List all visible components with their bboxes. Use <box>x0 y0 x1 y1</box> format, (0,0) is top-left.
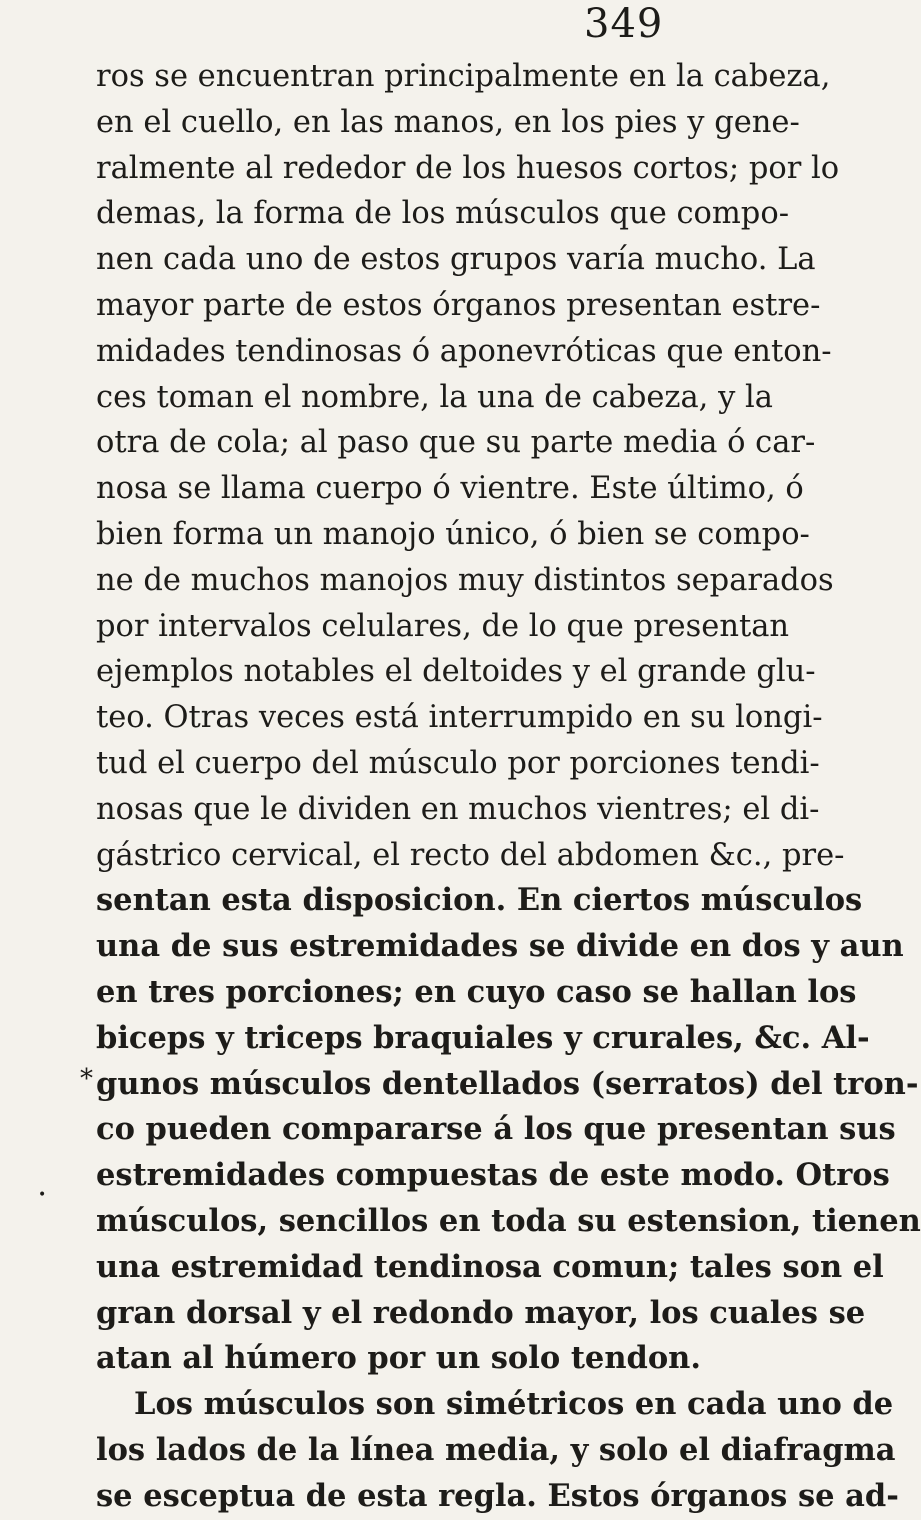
text-line: se esceptua de esta regla. Estos órganos se ad- <box>96 1477 899 1514</box>
margin-dot: • <box>38 1187 47 1203</box>
text-line: ne de muchos manojos muy distintos separados <box>96 562 834 598</box>
text-line: atan al húmero por un solo tendon. <box>96 1340 701 1377</box>
text-line: ralmente al rededor de los huesos cortos; por lo <box>96 150 840 186</box>
text-line: gran dorsal y el redondo mayor, los cuales se <box>96 1294 866 1331</box>
text-line: ros se encuentran principalmente en la cabeza, <box>96 59 831 94</box>
text-line: en el cuello, en las manos, en los pies y gene- <box>96 104 800 140</box>
text-line: mayor parte de estos órganos presentan estre- <box>96 287 821 323</box>
text-line: ces toman el nombre, la una de cabeza, y la <box>96 379 773 415</box>
text-line: nen cada uno de estos grupos varía mucho. La <box>96 242 816 278</box>
text-line: gástrico cervical, el recto del abdomen &c., pre- <box>96 837 845 873</box>
text-line: nosas que le dividen en muchos vientres; el di- <box>96 791 820 827</box>
text-line: en tres porciones; en cuyo caso se hallan los <box>96 973 857 1010</box>
text-line: midades tendinosas ó aponevróticas que enton- <box>96 333 832 369</box>
text-line: nosa se llama cuerpo ó vientre. Este último, ó <box>96 471 804 507</box>
page-number: 349 <box>584 1 664 47</box>
text-line: otra de cola; al paso que su parte media ó car- <box>96 425 816 461</box>
text-line: ejemplos notables el deltoides y el grande glu- <box>96 654 816 690</box>
text-line: sentan esta disposicion. En ciertos músculos <box>96 882 863 919</box>
text-line: una estremidad tendinosa comun; tales son el <box>96 1248 884 1285</box>
body-text <box>96 54 921 1520</box>
text-line: por intervalos celulares, de lo que presentan <box>96 608 790 644</box>
text-line: los lados de la línea media, y solo el diafragma <box>96 1431 896 1468</box>
text-line: bien forma un manojo único, ó bien se compo- <box>96 516 810 552</box>
text-line: tud el cuerpo del músculo por porciones tendi- <box>96 745 820 781</box>
text-line: biceps y triceps braquiales y crurales, &c. Al- <box>96 1019 870 1056</box>
margin-asterisk: * <box>80 1064 93 1094</box>
text-line: teo. Otras veces está interrumpido en su longi- <box>96 700 823 736</box>
text-line: músculos, sencillos en toda su estension, tienen <box>96 1202 921 1239</box>
text-line: una de sus estremidades se divide en dos y aun <box>96 928 904 965</box>
text-line: Los músculos son simétricos en cada uno de <box>134 1386 894 1423</box>
text-line: co pueden compararse á los que presentan sus <box>96 1111 896 1148</box>
text-line: estremidades compuestas de este modo. Otros <box>96 1157 890 1194</box>
text-line: gunos músculos dentellados (serratos) del tron- <box>96 1065 919 1102</box>
text-line: demas, la forma de los músculos que compo- <box>96 196 789 232</box>
